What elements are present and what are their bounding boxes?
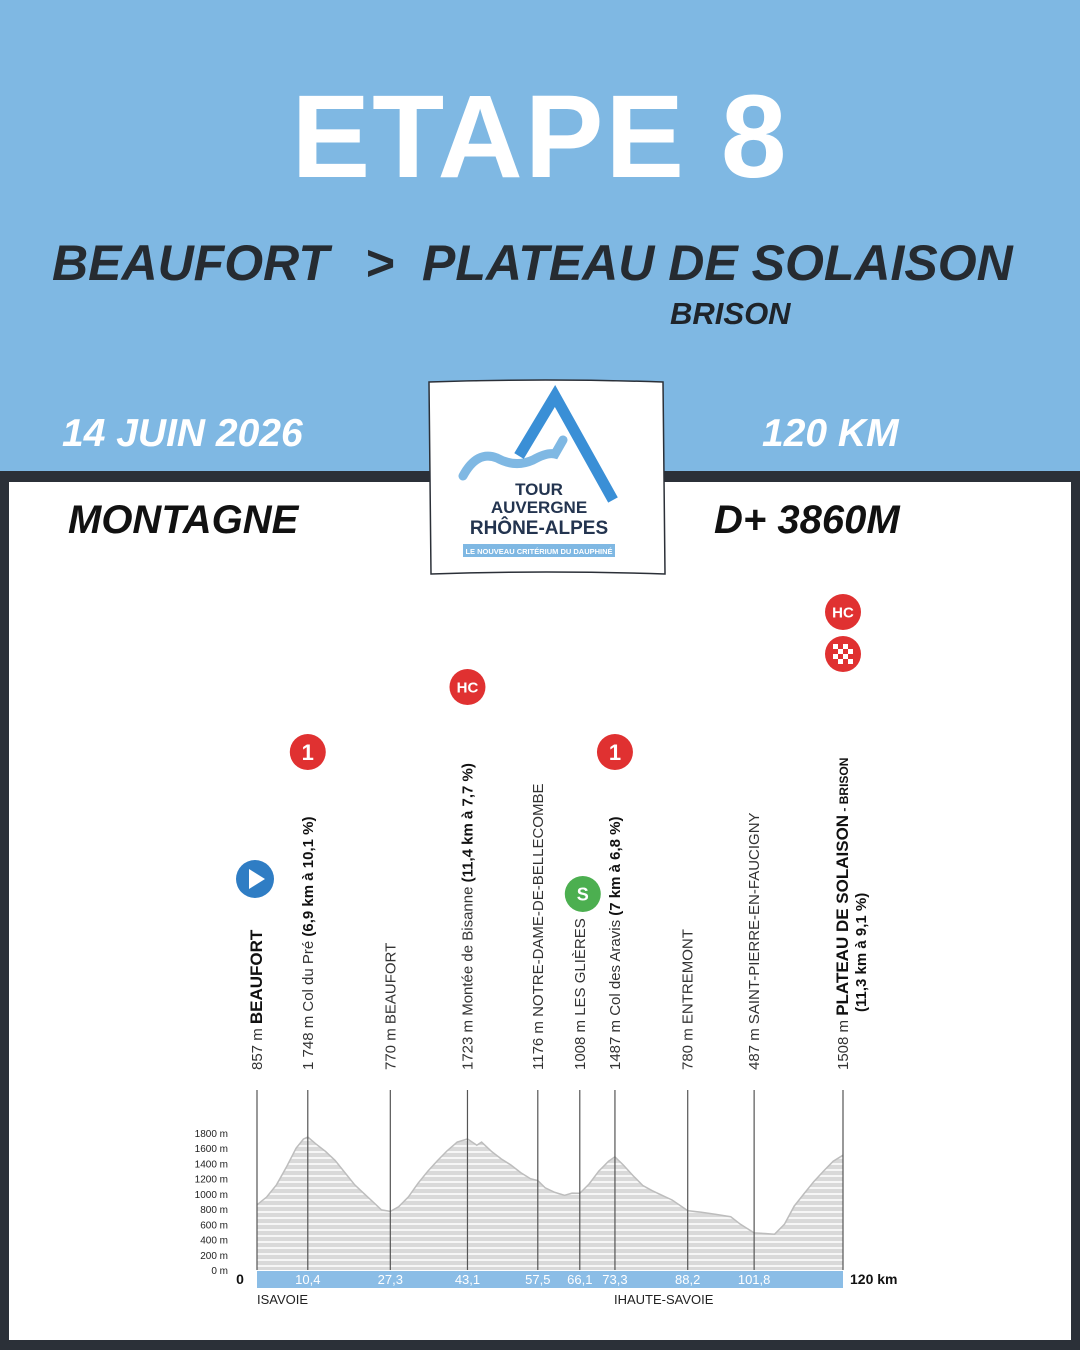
km-label: 88,2: [675, 1272, 701, 1287]
waypoint-name: PLATEAU DE SOLAISON: [833, 814, 852, 1016]
waypoint-climb: (11,4 km à 7,7 %): [459, 763, 477, 887]
checker-square: [838, 659, 843, 664]
waypoint-label: [680, 929, 697, 1070]
logo-line2: AUVERGNE: [490, 498, 588, 517]
km-start-label: 0: [236, 1271, 244, 1287]
waypoint-altitude: 487 m: [746, 1024, 764, 1070]
finish-flag-icon: [825, 636, 861, 672]
finish-town: PLATEAU DE SOLAISON: [422, 235, 1013, 291]
y-tick-label: 800 m: [200, 1205, 228, 1217]
start-icon: [236, 860, 274, 898]
logo-line3: RHÔNE-ALPES: [469, 518, 609, 539]
checker-square: [848, 649, 853, 654]
waypoint-name: SAINT-PIERRE-EN-FAUCIGNY: [746, 812, 764, 1025]
stage-date: 14 JUIN 2026: [62, 412, 303, 455]
y-tick-label: 400 m: [200, 1235, 228, 1247]
waypoint-name: NOTRE-DAME-DE-BELLECOMBE: [529, 783, 547, 1017]
stage-distance: 120 KM: [762, 412, 899, 455]
department-label: ISAVOIE: [257, 1292, 309, 1307]
waypoint-climb: (7 km à 6,8 %): [606, 816, 624, 920]
finish-subtitle: BRISON: [670, 296, 791, 331]
checker-square: [838, 649, 843, 654]
waypoint-icons: [236, 594, 861, 912]
y-tick-label: 1600 m: [194, 1144, 228, 1156]
waypoint-name-suffix: - BRISON: [837, 757, 851, 815]
waypoint-name: Col du Pré: [299, 940, 317, 1012]
sprint-icon: [565, 876, 601, 912]
km-label: 101,8: [737, 1272, 771, 1287]
waypoint-altitude: 770 m: [382, 1024, 400, 1070]
waypoint-label: [833, 758, 852, 1070]
km-label: 43,1: [454, 1272, 481, 1287]
waypoint-label: [459, 763, 476, 1070]
sprint-icon-label: S: [576, 884, 589, 905]
start-town: BEAUFORT: [52, 235, 329, 291]
y-tick-label: 200 m: [200, 1250, 228, 1262]
waypoint-label: [530, 784, 547, 1070]
km-label: 27,3: [377, 1272, 403, 1287]
cat1-icon-label: 1: [608, 739, 622, 765]
waypoint-name: Montée de Bisanne: [459, 886, 477, 1016]
checker-square: [833, 654, 838, 659]
y-tick-label: 0 m: [211, 1266, 228, 1277]
hc-icon-label: HC: [832, 604, 854, 622]
elevation-profile: [257, 1104, 843, 1270]
y-axis-ticks: [195, 1129, 228, 1277]
waypoint-name: BEAUFORT: [247, 929, 266, 1025]
waypoint-name: Col des Aravis: [606, 919, 624, 1016]
checker-square: [848, 659, 853, 664]
km-axis: [236, 1271, 897, 1307]
waypoint-altitude: 1723 m: [459, 1015, 477, 1070]
waypoint-altitude: 1008 m: [571, 1015, 589, 1070]
waypoint-altitude: 1176 m: [529, 1016, 547, 1070]
department-label: IHAUTE-SAVOIE: [614, 1292, 714, 1307]
waypoint-altitude: 857 m: [249, 1024, 266, 1070]
km-label: 10,4: [295, 1272, 321, 1287]
y-tick-label: 1000 m: [194, 1189, 228, 1201]
profile-fill: [257, 1137, 843, 1270]
km-label: 66,1: [567, 1272, 593, 1287]
waypoint-label: [247, 929, 266, 1070]
waypoint-altitude: 780 m: [679, 1024, 697, 1070]
y-tick-label: 1800 m: [194, 1129, 228, 1140]
waypoint-climb: (11,3 km à 9,1 %): [853, 892, 870, 1012]
y-tick-label: 1400 m: [194, 1159, 228, 1171]
waypoint-labels: [247, 758, 870, 1070]
checker-square: [833, 644, 838, 649]
checker-square: [843, 644, 848, 649]
hc-icon: [449, 669, 485, 705]
km-label: 57,5: [525, 1272, 551, 1287]
hc-icon-label: HC: [456, 679, 479, 697]
cat1-icon: [597, 734, 633, 770]
waypoint-name: ENTREMONT: [679, 929, 697, 1025]
y-tick-label: 1200 m: [194, 1174, 228, 1186]
stage-title: ETAPE 8: [291, 71, 789, 203]
waypoint-climb: (6,9 km à 10,1 %): [299, 816, 317, 941]
cat1-icon: [290, 734, 326, 770]
stage-type: MONTAGNE: [68, 498, 299, 542]
waypoint-altitude: 1508 m: [835, 1015, 852, 1070]
waypoint-name: BEAUFORT: [382, 942, 400, 1025]
hc-icon: [825, 594, 861, 630]
waypoint-altitude: 1 748 m: [299, 1011, 317, 1070]
route-arrow: >: [365, 235, 395, 291]
waypoint-label: [382, 943, 399, 1070]
logo-line1: TOUR: [515, 480, 563, 499]
cat1-icon-label: 1: [301, 739, 314, 765]
km-label: 73,3: [602, 1272, 628, 1287]
waypoint-label: [300, 817, 317, 1070]
checker-square: [843, 654, 848, 659]
waypoint-altitude: 1487 m: [606, 1015, 624, 1070]
waypoint-label: [607, 817, 624, 1070]
elevation-gain: D+ 3860M: [714, 498, 900, 542]
y-tick-label: 600 m: [200, 1220, 228, 1232]
waypoint-label: [746, 812, 763, 1070]
waypoint-label: [572, 918, 589, 1070]
logo-tagline: LE NOUVEAU CRITÉRIUM DU DAUPHINÉ: [465, 547, 613, 556]
waypoint-name: LES GLIÈRES: [571, 918, 589, 1016]
km-end-label: 120 km: [850, 1271, 898, 1287]
